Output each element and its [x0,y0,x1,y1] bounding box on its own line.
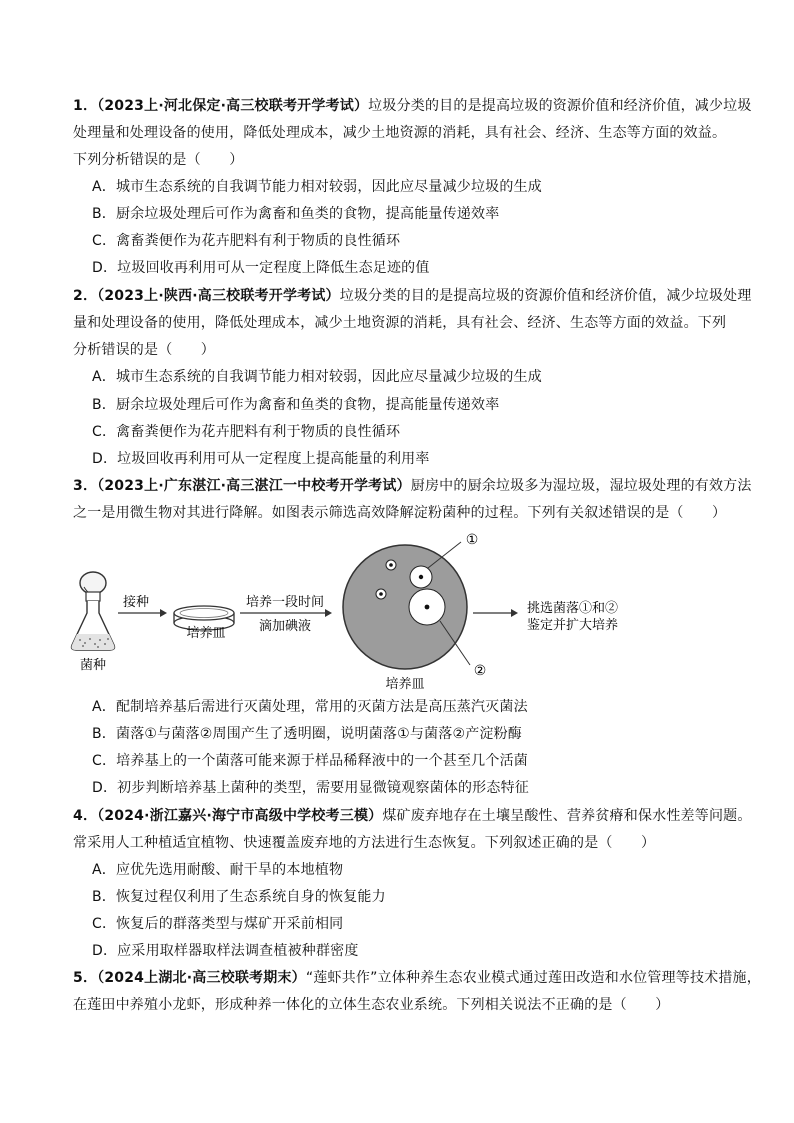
culture-time-label: 培养一段时间 [245,595,325,610]
identify-expand-label: 鉴定并扩大培养 [527,618,619,633]
q5-stem-line-1 [73,968,761,988]
q1-number: 1． [73,98,98,114]
q3-stem-text: 厨房中的厨余垃圾多为湿垃圾，湿垃圾处理的有效方法 [410,478,752,494]
q2-number: 2． [73,288,98,304]
q1-stem-line-3: 下列分析错误的是（ ） [73,152,244,168]
q2-option-a: A．城市生态系统的自我调节能力相对较弱，因此应尽量减少垃圾的生成 [92,369,542,385]
q3-stem-line-1 [73,476,752,496]
q1-option-c: C．禽畜粪便作为花卉肥料有利于物质的良性循环 [92,233,401,249]
q1-source: （2023上·河北保定·高三校联考开学考试） [97,98,369,114]
q5-stem-line-2: 在莲田中养殖小龙虾，形成种养一体化的立体生态农业系统。下列相关说法不正确的是（ ） [73,997,670,1013]
petri-dish-icon [174,606,234,641]
inoculate-label: 接种 [122,595,150,610]
iodine-label: 滴加碘液 [258,619,312,634]
culture-arrow [240,594,332,634]
q2-stem-line-3: 分析错误的是（ ） [73,342,215,358]
q5-number: 5． [73,970,98,986]
q3-option-c: C．培养基上的一个菌落可能来源于样品稀释液中的一个甚至几个活菌 [92,753,528,769]
inoculate-arrow [118,594,167,617]
q4-stem-text: 煤矿废弃地存在土壤呈酸性、营养贫瘠和保水性差等问题。 [382,808,752,824]
q2-option-d: D．垃圾回收再利用可从一定程度上提高能量的利用率 [92,451,430,467]
q2-stem-line-2: 量和处理设备的使用，降低处理成本，减少土地资源的消耗，具有社会、经济、生态等方面的效益。下列 [73,315,727,331]
q1-option-d: D．垃圾回收再利用可从一定程度上降低生态足迹的值 [92,260,430,276]
q2-option-b: B．厨余垃圾处理后可作为禽畜和鱼类的食物，提高能量传递效率 [92,397,500,413]
q3-option-d: D．初步判断培养基上菌种的类型，需要用显微镜观察菌体的形态特征 [92,780,529,796]
q2-stem-line-1 [73,286,752,306]
q3-number: 3． [73,478,98,494]
q1-stem-line-1 [73,96,752,116]
q4-option-c: C．恢复后的群落类型与煤矿开采前相同 [92,916,344,932]
q1-option-b: B．厨余垃圾处理后可作为禽畜和鱼类的食物，提高能量传递效率 [92,206,500,222]
plate-label: 培养皿 [385,677,425,692]
flask-icon [72,572,115,673]
q4-source: （2024·浙江嘉兴·海宁市高级中学校考三模） [97,808,383,824]
q2-source: （2023上·陕西·高三校联考开学考试） [97,288,340,304]
q1-stem-line-2: 处理量和处理设备的使用，降低处理成本，减少土地资源的消耗，具有社会、经济、生态等方面的效益。 [73,125,727,141]
q4-option-b: B．恢复过程仅利用了生态系统自身的恢复能力 [92,889,386,905]
q4-stem-line-1 [73,806,752,826]
q3-option-a: A．配制培养基后需进行灭菌处理，常用的灭菌方法是高压蒸汽灭菌法 [92,699,528,715]
q1-stem-text: 垃圾分类的目的是提高垃圾的资源价值和经济价值，减少垃圾 [368,98,752,114]
q2-option-c: C．禽畜粪便作为花卉肥料有利于物质的良性循环 [92,424,401,440]
q3-stem-line-2: 之一是用微生物对其进行降解。如图表示筛选高效降解淀粉菌种的过程。下列有关叙述错误的是（ ） [73,505,727,521]
select-colonies-label: 挑选菌落①和② [527,601,619,616]
q4-stem-line-2: 常采用人工种植适宜植物、快速覆盖废弃地的方法进行生态恢复。下列叙述正确的是（ ） [73,835,656,851]
q3-option-b: B．菌落①与菌落②周围产生了透明圈，说明菌落①与菌落②产淀粉酶 [92,726,523,742]
screening-process-figure [0,525,794,695]
select-arrow [473,600,618,633]
q5-stem-text: “莲虾共作”立体种养生态农业模式通过莲田改造和水位管理等技术措施， [305,970,761,986]
culture-plate [343,532,486,692]
q4-option-d: D．应采用取样器取样法调查植被种群密度 [92,943,359,959]
colony-2-marker: ② [473,663,487,679]
flask-label: 菌种 [79,658,107,673]
q2-stem-text: 垃圾分类的目的是提高垃圾的资源价值和经济价值，减少垃圾处理 [339,288,752,304]
q5-source: （2024上湖北·高三校联考期末） [97,970,306,986]
dish-label: 培养皿 [186,626,226,641]
q1-option-a: A．城市生态系统的自我调节能力相对较弱，因此应尽量减少垃圾的生成 [92,179,542,195]
q3-source: （2023上·广东湛江·高三湛江一中校考开学考试） [97,478,411,494]
colony-1-marker: ① [465,532,479,548]
q4-option-a: A．应优先选用耐酸、耐干旱的本地植物 [92,862,344,878]
q4-number: 4． [73,808,98,824]
